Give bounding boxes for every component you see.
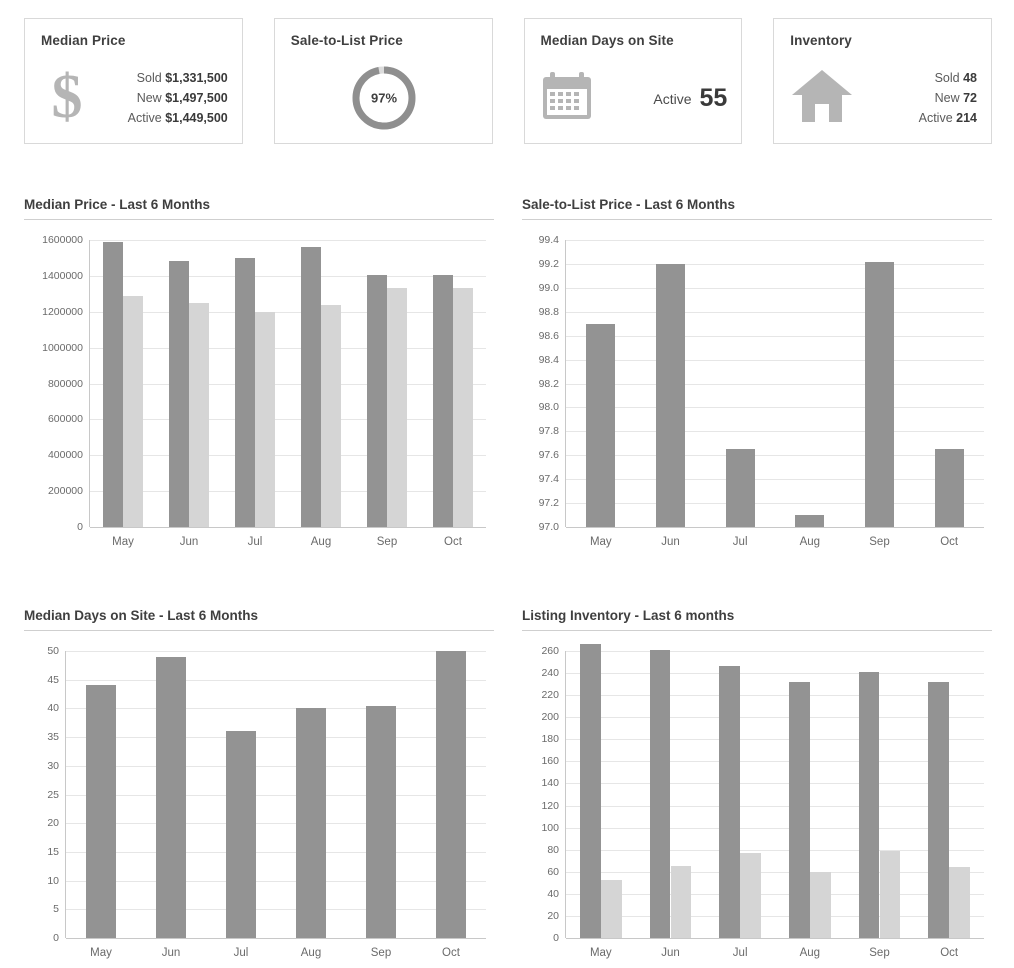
gridline: [566, 264, 984, 265]
x-axis-tick-label: May: [90, 947, 112, 959]
x-axis-tick-label: Oct: [940, 536, 959, 548]
kpi-stat-label: Active: [918, 111, 953, 125]
chart-title: Median Price - Last 6 Months: [24, 197, 494, 220]
y-axis-tick-label: 60: [547, 865, 559, 878]
y-axis-tick-label: 0: [53, 932, 59, 944]
bar: [586, 324, 615, 527]
kpi-title: Median Price: [41, 33, 126, 48]
kpi-card-median-days-on-site: [524, 18, 743, 144]
x-axis-tick-label: Sep: [370, 947, 392, 959]
bar: [580, 644, 601, 938]
y-axis-tick-label: 98.4: [538, 353, 559, 366]
y-axis-tick-label: 20: [547, 909, 559, 922]
donut-percent-label: 97%: [371, 90, 398, 106]
gridline: [566, 828, 984, 829]
bar: [740, 853, 761, 938]
kpi-stat-label: Active: [127, 111, 162, 125]
bar: [123, 296, 143, 527]
gridline: [66, 909, 486, 910]
gridline: [566, 503, 984, 504]
kpi-title: Inventory: [790, 33, 852, 48]
y-axis-line: [565, 651, 566, 938]
y-axis-tick-label: 25: [47, 788, 59, 801]
y-axis-tick-label: 1400000: [42, 269, 83, 282]
y-axis-tick-label: 97.0: [538, 521, 559, 533]
bar: [189, 303, 209, 527]
plot-area: [66, 651, 486, 938]
x-axis-tick-label: Jun: [661, 536, 680, 548]
gridline: [90, 384, 486, 385]
y-axis-line: [65, 651, 66, 938]
y-axis-tick-label: 97.2: [538, 497, 559, 510]
bar: [671, 866, 692, 938]
gridline: [566, 336, 984, 337]
y-axis-tick-label: 200000: [47, 485, 83, 498]
gridline: [66, 680, 486, 681]
kpi-stat-row: [93, 68, 228, 88]
y-axis-tick-label: 0: [553, 932, 559, 944]
y-axis-tick-label: 20: [47, 817, 59, 830]
gridline: [566, 455, 984, 456]
chart-title: Listing Inventory - Last 6 months: [522, 608, 992, 631]
gridline: [566, 479, 984, 480]
kpi-card-median-price: [24, 18, 243, 144]
x-axis-tick-label: May: [589, 947, 612, 959]
gridline: [66, 852, 486, 853]
gridline: [66, 938, 486, 939]
gridline: [90, 348, 486, 349]
gridline: [566, 894, 984, 895]
gridline: [566, 312, 984, 313]
y-axis-line: [89, 240, 90, 527]
kpi-stat-row: [854, 68, 977, 88]
bar: [103, 242, 123, 527]
x-axis-tick-label: Oct: [940, 947, 959, 959]
gridline: [566, 739, 984, 740]
kpi-stat-row: [854, 88, 977, 108]
plot-area: [566, 240, 984, 527]
chart-title: Sale-to-List Price - Last 6 Months: [522, 197, 992, 220]
gridline: [566, 288, 984, 289]
y-axis-tick-label: 97.8: [538, 425, 559, 438]
y-axis-tick-label: 50: [47, 645, 59, 657]
x-axis-tick-label: Oct: [442, 947, 460, 959]
bar: [436, 651, 465, 938]
x-axis-tick-label: Jul: [732, 536, 748, 548]
y-axis-tick-label: 0: [77, 521, 83, 533]
y-axis-tick-label: 10: [47, 874, 59, 887]
gridline: [66, 708, 486, 709]
chart-panel-listing-inventory: [522, 608, 992, 968]
x-axis-tick-label: Aug: [300, 947, 322, 959]
chart-canvas-median-price: [24, 232, 494, 557]
bar: [367, 275, 387, 527]
gridline: [566, 717, 984, 718]
kpi-stat-list: [854, 68, 977, 128]
y-axis-tick-label: 98.8: [538, 305, 559, 318]
gridline: [566, 527, 984, 528]
gridline: [566, 806, 984, 807]
chart-title: Median Days on Site - Last 6 Months: [24, 608, 494, 631]
bar: [865, 262, 894, 527]
bar: [226, 731, 255, 938]
plot-area: [566, 651, 984, 938]
y-axis-tick-label: 99.4: [538, 234, 559, 246]
y-axis-tick-label: 80: [547, 843, 559, 856]
y-axis-tick-label: 100: [541, 821, 559, 834]
y-axis-tick-label: 15: [47, 845, 59, 858]
gridline: [566, 850, 984, 851]
kpi-stat-value: 214: [956, 111, 977, 125]
kpi-stat-value: $1,331,500: [165, 71, 228, 85]
bar: [169, 261, 189, 527]
bar: [156, 657, 185, 938]
house-icon: [790, 68, 854, 129]
bar: [795, 515, 824, 527]
gridline: [66, 766, 486, 767]
gridline: [566, 783, 984, 784]
y-axis-line: [565, 240, 566, 527]
gridline: [566, 240, 984, 241]
y-axis-tick-label: 97.4: [538, 473, 559, 486]
y-axis-tick-label: 200: [541, 711, 559, 724]
y-axis-tick-label: 98.2: [538, 377, 559, 390]
gridline: [90, 455, 486, 456]
kpi-card-sale-to-list-price: [274, 18, 493, 144]
y-axis-tick-label: 40: [47, 702, 59, 715]
kpi-stat-value: $1,497,500: [165, 91, 228, 105]
gridline: [566, 938, 984, 939]
gridline: [566, 673, 984, 674]
kpi-title: Median Days on Site: [540, 33, 674, 48]
gridline: [566, 872, 984, 873]
y-axis-tick-label: 1200000: [42, 305, 83, 318]
kpi-stat-label: Sold: [136, 71, 162, 85]
gridline: [566, 651, 984, 652]
x-axis-tick-label: Jul: [732, 947, 748, 959]
x-axis-tick-label: Jul: [247, 536, 263, 548]
gridline: [90, 527, 486, 528]
kpi-stat-row: [854, 108, 977, 128]
chart-panel-sale-to-list: [522, 197, 992, 557]
gridline: [90, 419, 486, 420]
bar: [387, 288, 407, 527]
gridline: [66, 651, 486, 652]
bar: [656, 264, 685, 527]
chart-panel-median-price: [24, 197, 494, 557]
bar: [235, 258, 255, 527]
gridline: [66, 881, 486, 882]
kpi-stat-value: 48: [963, 71, 977, 85]
x-axis-tick-label: Sep: [869, 947, 890, 959]
chart-canvas-listing-inventory: [522, 643, 992, 968]
gridline: [566, 761, 984, 762]
bar: [321, 305, 341, 527]
y-axis-tick-label: 35: [47, 731, 59, 744]
bar: [296, 708, 325, 938]
bar: [86, 685, 115, 938]
bar: [433, 275, 453, 527]
bar: [366, 706, 395, 938]
x-axis-tick-label: Jul: [233, 947, 249, 959]
bar: [859, 672, 880, 938]
kpi-stat-value: 72: [963, 91, 977, 105]
y-axis-tick-label: 97.6: [538, 449, 559, 462]
y-axis-tick-label: 160: [541, 755, 559, 768]
chart-panel-days-on-site: [24, 608, 494, 968]
kpi-card-row: [24, 18, 992, 144]
calendar-icon: [541, 71, 593, 126]
x-axis-tick-label: Sep: [376, 536, 398, 548]
gridline: [566, 695, 984, 696]
bar: [880, 851, 901, 938]
x-axis-tick-label: Aug: [799, 947, 821, 959]
y-axis-tick-label: 40: [547, 887, 559, 900]
y-axis-tick-label: 120: [541, 799, 559, 812]
gridline: [566, 407, 984, 408]
chart-canvas-sale-to-list: [522, 232, 992, 557]
y-axis-tick-label: 99.2: [538, 257, 559, 270]
y-axis-tick-label: 800000: [47, 377, 83, 390]
bar: [949, 867, 970, 938]
y-axis-tick-label: 1000000: [42, 341, 83, 354]
bar: [935, 449, 964, 527]
gridline: [66, 823, 486, 824]
x-axis-tick-label: May: [112, 536, 134, 548]
x-axis-tick-label: Sep: [869, 536, 890, 548]
gridline: [566, 384, 984, 385]
kpi-stat-label: Active: [653, 90, 692, 107]
gridline: [90, 240, 486, 241]
y-axis-tick-label: 220: [541, 689, 559, 702]
x-axis-tick-label: Jun: [179, 536, 199, 548]
plot-area: [90, 240, 486, 527]
y-axis-tick-label: 180: [541, 733, 559, 746]
gridline: [566, 431, 984, 432]
kpi-stat-value: $1,449,500: [165, 111, 228, 125]
bar: [928, 682, 949, 938]
gridline: [566, 360, 984, 361]
x-axis-tick-label: Aug: [310, 536, 332, 548]
gridline: [66, 737, 486, 738]
y-axis-tick-label: 1600000: [42, 234, 83, 246]
bar: [301, 247, 321, 527]
bar: [255, 312, 275, 527]
chart-canvas-days-on-site: [24, 643, 494, 968]
bar: [789, 682, 810, 938]
gridline: [90, 312, 486, 313]
kpi-stat-value: 55: [699, 83, 728, 112]
kpi-stat-list: [93, 68, 228, 128]
y-axis-tick-label: 98.0: [538, 401, 559, 414]
y-axis-tick-label: 260: [541, 645, 559, 657]
y-axis-tick-label: 5: [53, 903, 59, 916]
bar: [726, 449, 755, 527]
gridline: [566, 916, 984, 917]
kpi-single-stat: [593, 84, 728, 113]
kpi-card-inventory: [773, 18, 992, 144]
svg-text:$: $: [51, 64, 83, 127]
bar: [650, 650, 671, 938]
kpi-stat-row: [93, 88, 228, 108]
kpi-stat-row: [93, 108, 228, 128]
y-axis-tick-label: 140: [541, 777, 559, 790]
dollar-sign-icon: [41, 65, 93, 132]
y-axis-tick-label: 98.6: [538, 329, 559, 342]
x-axis-tick-label: Jun: [161, 947, 181, 959]
kpi-title: Sale-to-List Price: [290, 33, 403, 48]
bar: [601, 880, 622, 939]
kpi-stat-label: New: [934, 91, 960, 105]
y-axis-tick-label: 600000: [47, 413, 83, 426]
donut-gauge-icon: [348, 62, 420, 134]
y-axis-tick-label: 400000: [47, 449, 83, 462]
gridline: [66, 795, 486, 796]
x-axis-tick-label: Aug: [799, 536, 821, 548]
gridline: [90, 491, 486, 492]
y-axis-tick-label: 45: [47, 673, 59, 686]
gridline: [90, 276, 486, 277]
y-axis-tick-label: 99.0: [538, 281, 559, 294]
y-axis-tick-label: 30: [47, 759, 59, 772]
bar: [810, 872, 831, 938]
y-axis-tick-label: 240: [541, 667, 559, 680]
x-axis-tick-label: Oct: [444, 536, 462, 548]
bar: [719, 666, 740, 938]
bar: [453, 288, 473, 527]
kpi-stat-label: New: [136, 91, 162, 105]
x-axis-tick-label: May: [589, 536, 612, 548]
x-axis-tick-label: Jun: [661, 947, 680, 959]
kpi-stat-label: Sold: [934, 71, 960, 85]
